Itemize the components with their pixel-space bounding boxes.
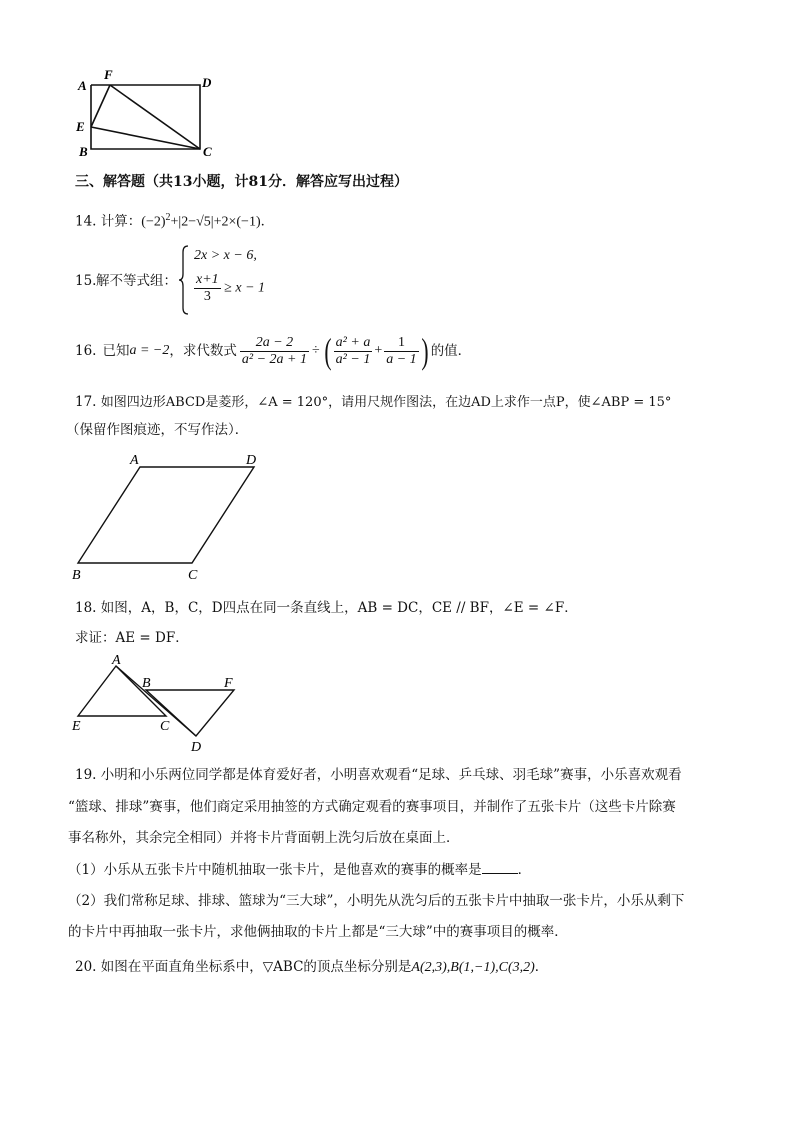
- label-C: C: [160, 719, 170, 734]
- q16-f3-num: 1: [384, 335, 418, 352]
- q19-line1: 小明和小乐两位同学都是体育爱好者，小明喜欢观看“足球、乒乓球、羽毛球”赛事，小乐喜欢观看: [100, 767, 682, 783]
- label-F: F: [104, 67, 113, 82]
- label-E: E: [72, 719, 81, 734]
- figure-triangles: [66, 650, 246, 755]
- q16-div: ÷: [311, 343, 320, 358]
- q15-label: 解不等式组：: [96, 273, 177, 289]
- q16-f1-num: 2a − 2: [240, 335, 309, 352]
- q19-line2: “篮球、排球”赛事，他们商定采用抽签的方式确定观看的赛事项目，并制作了五张卡片（这些卡片除赛: [68, 799, 676, 815]
- q19-sub1-post: ．: [517, 862, 532, 878]
- label-A: A: [78, 78, 87, 93]
- q16-fraction-3: [384, 335, 418, 368]
- answer-blank: [482, 861, 518, 874]
- q16-f3-den: a − 1: [386, 351, 417, 367]
- label-C: C: [188, 568, 198, 583]
- question-19: [75, 765, 682, 785]
- q19-number: 19.: [75, 767, 97, 783]
- q14-expr-a: (−2): [141, 214, 166, 230]
- label-F: F: [224, 676, 233, 691]
- q15-brace: [178, 244, 190, 316]
- question-20: [75, 957, 548, 978]
- figure-rhombus: [66, 450, 276, 585]
- q19-sub2-line2: 的卡片中再抽取一张卡片，求他俩抽取的卡片上都是“三大球”中的赛事项目的概率．: [68, 924, 568, 940]
- question-18: [75, 598, 578, 618]
- q19-sub1-pre: （1）小乐从五张卡片中随机抽取一张卡片，是他喜欢的赛事的概率是: [68, 862, 482, 878]
- q16-pre: 已知: [102, 343, 130, 359]
- q16-f2-num: a² + a: [335, 334, 371, 350]
- q16-paren-left: (: [324, 331, 332, 371]
- q15-line2: [194, 272, 265, 305]
- q15-frac-num: x+1: [196, 272, 219, 287]
- q16-fraction-2: [334, 335, 373, 368]
- label-B: B: [142, 676, 151, 691]
- q18-line1: 如图，A，B，C，D四点在同一条直线上，AB = DC，CE // BF，∠E = ∠F．: [100, 600, 578, 616]
- question-17: [75, 392, 671, 413]
- label-D: D: [246, 453, 257, 468]
- label-D: D: [202, 75, 212, 90]
- q15-fraction: [194, 272, 221, 305]
- q16-mid: ，求代数式: [169, 343, 237, 359]
- question-16: [75, 330, 471, 372]
- q16-fraction-1: [240, 335, 309, 368]
- label-E: E: [76, 119, 85, 134]
- q14-exponent: 2: [165, 212, 171, 223]
- q16-f2-den: a² − 1: [335, 351, 371, 367]
- label-A: A: [130, 453, 139, 468]
- q14-label: 计算：: [100, 213, 142, 230]
- q16-f1-den: a² − 2a + 1: [241, 351, 307, 367]
- q15-frac-den: 3: [203, 289, 211, 304]
- q19-sub2-line1: （2）我们常称足球、排球、篮球为“三大球”，小明先从洗匀后的五张卡片中抽取一张卡片，小乐从剩下: [68, 893, 685, 909]
- q17-line1: 如图四边形ABCD是菱形，∠A = 120°，请用尺规作图法，在边AD上求作一点P，使∠ABP = 15°: [100, 395, 672, 410]
- q20-text: 如图在平面直角坐标系中，▽ABC的顶点坐标分别是: [100, 959, 412, 975]
- q15-line2-rest: ≥ x − 1: [224, 280, 266, 296]
- q19-line3: 事名称外，其余完全相同）并将卡片背面朝上洗匀后放在桌面上．: [68, 830, 460, 846]
- q14-end: ．: [260, 213, 275, 230]
- figure-rectangle: [72, 65, 222, 160]
- label-B: B: [79, 144, 88, 159]
- q16-paren-right: ): [421, 331, 429, 371]
- q16-number: 16.: [75, 343, 97, 359]
- q18-number: 18.: [75, 600, 97, 616]
- q20-coords: A(2,3),B(1,−1),C(3,2): [411, 960, 535, 975]
- label-C: C: [203, 144, 212, 159]
- q17-number: 17.: [75, 394, 97, 410]
- q20-end: ．: [534, 959, 549, 975]
- section-header: 三、解答题（共13小题，计81分．解答应写出过程）: [75, 174, 408, 190]
- label-A: A: [112, 653, 121, 668]
- question-14: [75, 208, 274, 233]
- q17-line2: （保留作图痕迹，不写作法）．: [66, 422, 249, 438]
- label-B: B: [72, 568, 81, 583]
- q14-expr-b: +|2−√5|+2×(−1): [170, 214, 261, 230]
- q14-number: 14.: [75, 213, 97, 230]
- label-D: D: [191, 740, 202, 755]
- q20-number: 20.: [75, 959, 97, 975]
- q18-line2: 求证：AE = DF．: [75, 630, 189, 646]
- q15-number: 15.: [75, 273, 97, 289]
- q19-sub1: [68, 860, 531, 880]
- q16-plus: +: [374, 343, 383, 358]
- q15-line1: 2x > x − 6,: [194, 248, 257, 263]
- q16-post: 的值．: [430, 343, 472, 359]
- q16-condition: a = −2: [129, 343, 170, 358]
